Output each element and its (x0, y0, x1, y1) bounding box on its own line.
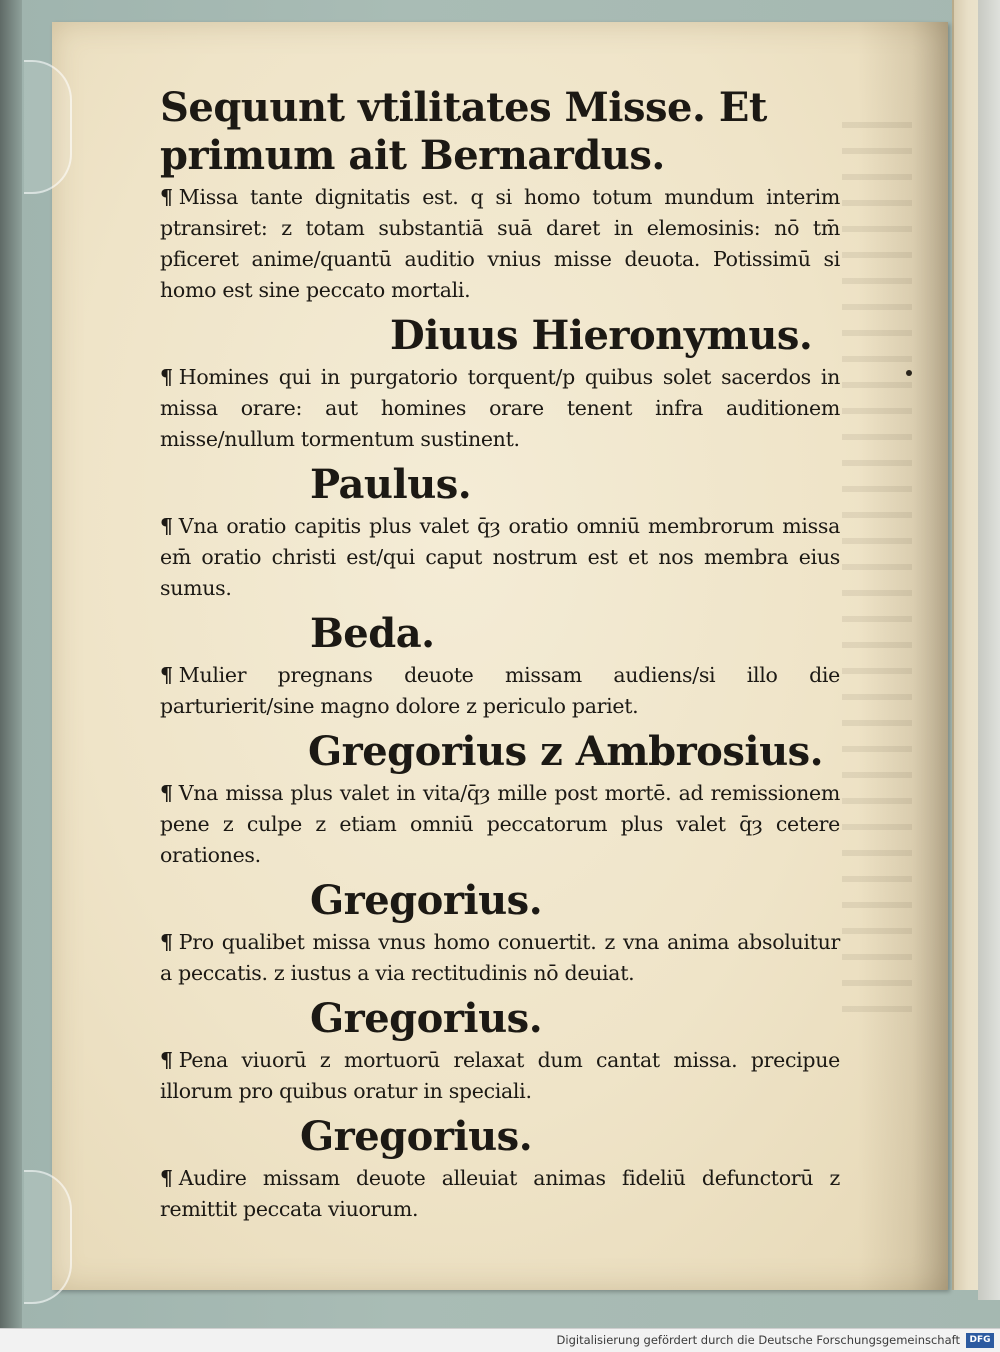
paragraph-paulus (160, 511, 840, 604)
paragraph-hieronymus (160, 362, 840, 455)
paragraph-text: Missa tante dignitatis est. q si homo totum mundum interim ptransiret: z totam substantiā suā daret in elemosinis: nō tm̄ pficeret anime/quantū auditio vnius misse deuota. Potissimū si homo est sine peccato mortali. (160, 185, 840, 302)
section-heading-gregorius-ambrosius: Gregorius z Ambrosius. (308, 728, 824, 775)
page-text-block (160, 84, 840, 1231)
page-clip-top (24, 60, 72, 194)
section-heading-hieronymus: Diuus Hieronymus. (390, 312, 813, 359)
pilcrow-mark: ¶ (160, 1048, 173, 1072)
paragraph-text: Mulier pregnans deuote missam audiens/si illo die parturierit/sine magno dolore z periculo pariet. (160, 663, 840, 718)
page-clip-bottom (24, 1170, 72, 1304)
paragraph-gregorius-1 (160, 927, 840, 989)
binding-edge (0, 0, 22, 1328)
pilcrow-mark: ¶ (160, 781, 173, 805)
paragraph-beda (160, 660, 840, 722)
paragraph-bernardus (160, 182, 840, 306)
paragraph-text: Vna missa plus valet in vita/q̄ȝ mille post mortē. ad remissionem pene z culpe z etiam omniū peccatorum plus valet q̄ȝ cetere orationes. (160, 781, 840, 867)
page-title: Sequunt vtilitates Misse. Et primum ait Bernardus. (160, 84, 767, 179)
section-heading-gregorius-1: Gregorius. (310, 877, 543, 924)
pilcrow-mark: ¶ (160, 663, 173, 687)
pilcrow-mark: ¶ (160, 1166, 173, 1190)
facing-page-border (978, 0, 1000, 1300)
paragraph-text: Homines qui in purgatorio torquent/p quibus solet sacerdos in missa orare: aut homines orare tenent infra auditionem misse/nullum tormentum sustinent. (160, 365, 840, 451)
paragraph-gregorius-2 (160, 1045, 840, 1107)
digitization-footer (0, 1328, 1000, 1352)
paragraph-text: Vna oratio capitis plus valet q̄ȝ oratio omniū membrorum missa em̄ oratio christi est/qui caput nostrum est et nos membra eius sumus. (160, 514, 840, 600)
paragraph-text: Pro qualibet missa vnus homo conuertit. z vna anima absoluitur a peccatis. z iustus a via rectitudinis nō deuiat. (160, 930, 840, 985)
dfg-logo: DFG (966, 1333, 994, 1348)
ink-speck (906, 370, 912, 376)
paragraph-text: Pena viuorū z mortuorū relaxat dum cantat missa. precipue illorum pro quibus oratur in speciali. (160, 1048, 840, 1103)
pilcrow-mark: ¶ (160, 365, 173, 389)
section-heading-gregorius-2: Gregorius. (310, 995, 543, 1042)
paragraph-gregorius-ambrosius (160, 778, 840, 871)
paragraph-gregorius-3 (160, 1163, 840, 1225)
section-heading-beda: Beda. (310, 610, 435, 657)
pilcrow-mark: ¶ (160, 185, 173, 209)
pilcrow-mark: ¶ (160, 930, 173, 954)
funding-credit: Digitalisierung gefördert durch die Deutsche Forschungsgemeinschaft (556, 1333, 960, 1347)
section-heading-gregorius-3: Gregorius. (300, 1113, 533, 1160)
show-through-text (842, 122, 912, 1022)
pilcrow-mark: ¶ (160, 514, 173, 538)
paragraph-text: Audire missam deuote alleuiat animas fideliū defunctorū z remittit peccata viuorum. (160, 1166, 840, 1221)
section-heading-paulus: Paulus. (310, 461, 472, 508)
